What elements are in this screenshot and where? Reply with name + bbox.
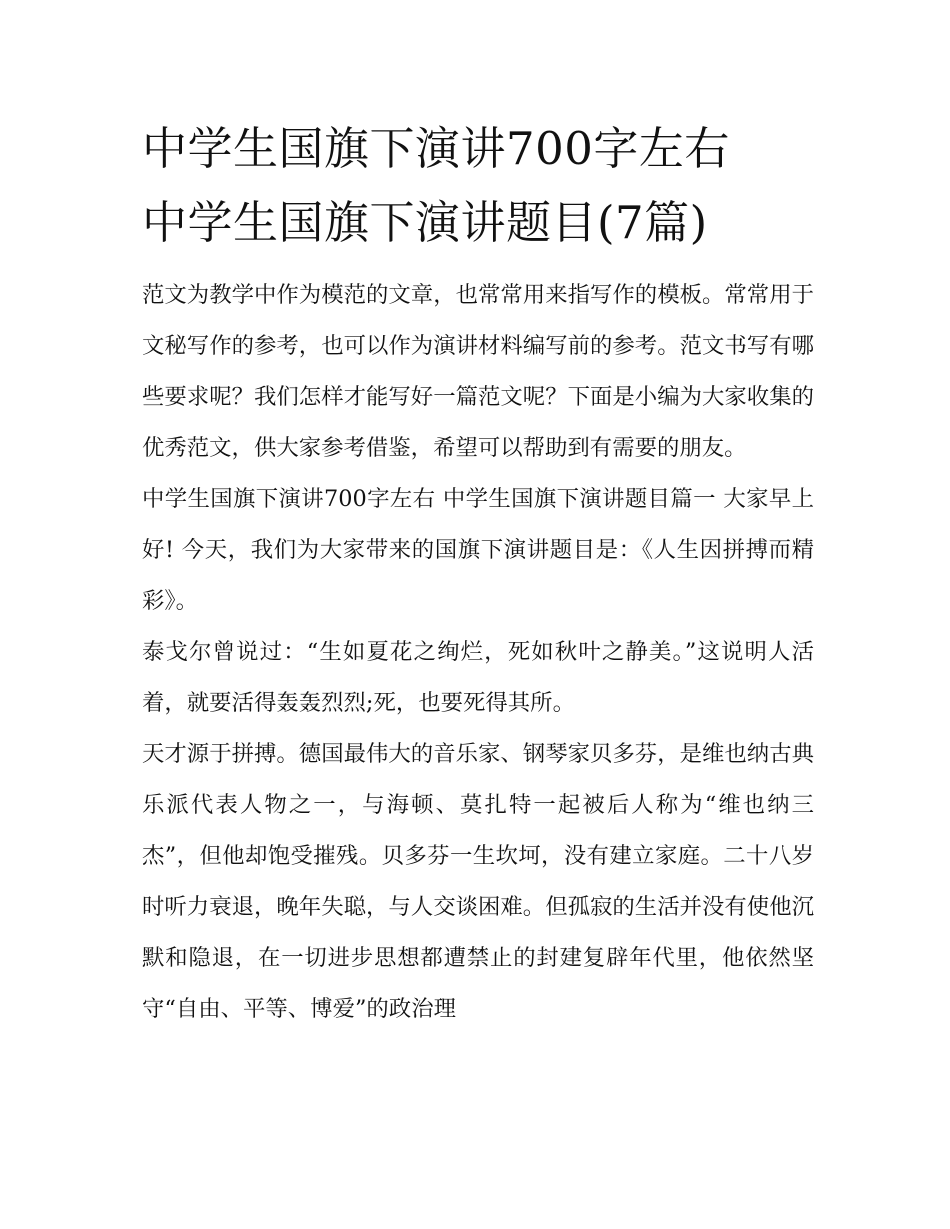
speech-opening-paragraph: 中学生国旗下演讲700字左右 中学生国旗下演讲题目篇一 大家早上好! 今天，我们为大家带来的国旗下演讲题目是：《人生因拼搏而精彩》。 [142, 486, 814, 614]
title-line-1: 中学生国旗下演讲700字左右 [142, 122, 730, 175]
document-title [142, 112, 814, 260]
intro-paragraph: 范文为教学中作为模范的文章，也常常用来指写作的模板。常常用于文秘写作的参考，也可以作为演讲材料编写前的参考。范文书写有哪些要求呢？我们怎样才能写好一篇范文呢？下面是小编为大家收集的优秀范文，供大家参考借鉴，希望可以帮助到有需要的朋友。 [142, 282, 814, 461]
document-page [142, 112, 814, 1035]
title-line-2: 中学生国旗下演讲题目(7篇) [142, 196, 708, 249]
tagore-quote-paragraph: 泰戈尔曾说过：“生如夏花之绚烂，死如秋叶之静美。”这说明人活着，就要活得轰轰烈烈;死，也要死得其所。 [142, 639, 814, 716]
beethoven-paragraph: 天才源于拼搏。德国最伟大的音乐家、钢琴家贝多芬，是维也纳古典乐派代表人物之一，与海顿、莫扎特一起被后人称为“维也纳三杰”，但他却饱受摧残。贝多芬一生坎坷，没有建立家庭。二十八岁时听力衰退，晚年失聪，与人交谈困难。但孤寂的生活并没有使他沉默和隐退，在一切进步思想都遭禁止的封建复辟年代里，他依然坚守“自由、平等、博爱”的政治理 [142, 741, 814, 1022]
